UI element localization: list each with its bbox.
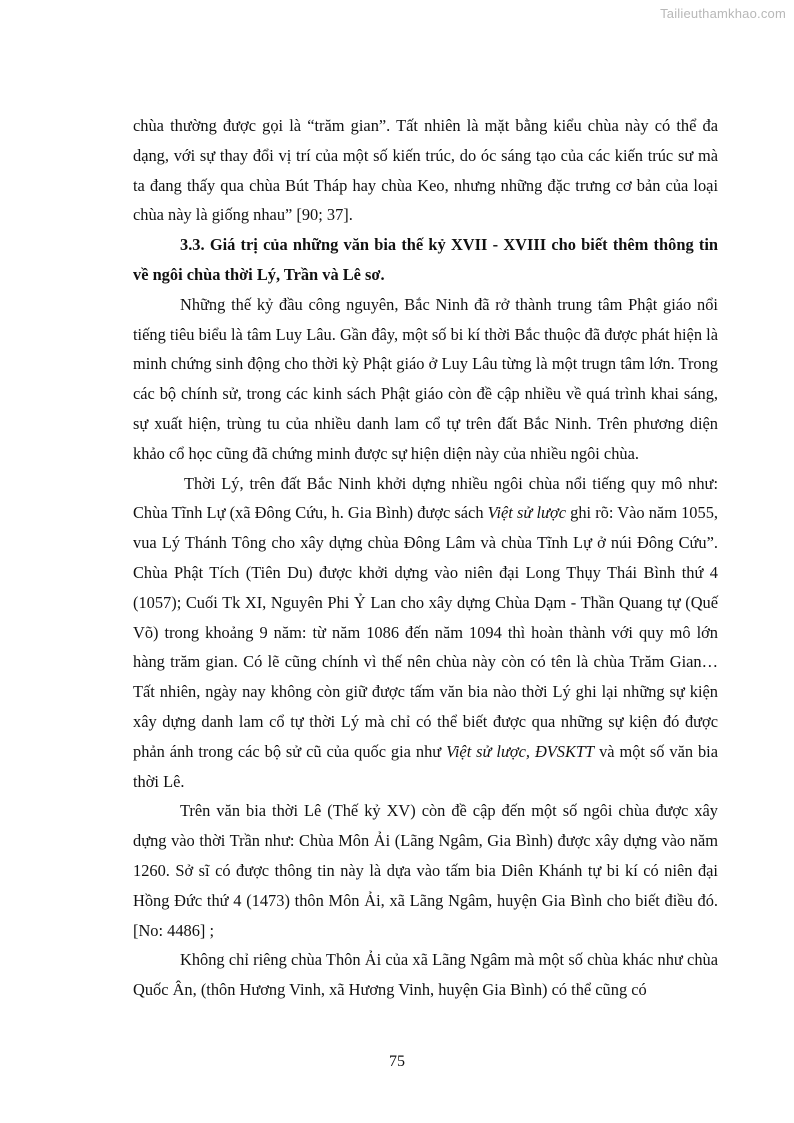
watermark: Tailieuthamkhao.com [660, 6, 786, 21]
text-run: Thời Lý, trên đất Bắc Ninh khởi dựng nhiều ngôi chùa nổi tiếng quy mô như: Chùa Tĩnh Lự (xã Đông Cứu, h. Gia Bình) được sách [133, 473, 718, 523]
book-title: Việt sử lược [487, 503, 566, 523]
text-run: và một số văn bia thời Lê. [133, 741, 718, 791]
book-title: Việt sử lược, ĐVSKTT [446, 741, 595, 761]
paragraph: chùa thường được gọi là “trăm gian”. Tất nhiên là mặt bằng kiểu chùa này có thể đa dạng, với sự thay đổi vị trí của một số kiến trúc, do óc sáng tạo của các kiến trúc sư mà ta đang thấy qua chùa Bút Tháp hay chùa Keo, nhưng những đặc trưng cơ bản của loại chùa này là giống nhau” [90; 37]. [133, 116, 718, 225]
page-number: 75 [389, 1053, 405, 1070]
paragraph [133, 469, 718, 797]
paragraph: Trên văn bia thời Lê (Thế kỷ XV) còn đề cập đến một số ngôi chùa được xây dựng vào thời Trần như: Chùa Môn Ải (Lãng Ngâm, Gia Bình) được xây dựng vào năm 1260. Sở sĩ có được thông tin này là dựa vào tấm bia Diên Khánh tự bi kí có niên đại Hồng Đức thứ 4 (1473) thôn Môn Ải, xã Lãng Ngâm, huyện Gia Bình cho biết điều đó. [No: 4486] ; [133, 801, 718, 940]
text-run: ghi rõ: Vào năm 1055, vua Lý Thánh Tông cho xây dựng chùa Đông Lâm và chùa Tĩnh Lự ở núi Đông Cứu”. Chùa Phật Tích (Tiên Du) được khởi dựng vào niên đại Long Thụy Thái Bình thứ 4 (1057); Cuối Tk XI, Nguyên Phi Ỷ Lan cho xây dựng Chùa Dạm - Thần Quang tự (Quế Võ) trong khoảng 9 năm: từ năm 1086 đến năm 1094 thì hoàn thành với quy mô lớn hàng trăm gian. Có lẽ cũng chính vì thế nên chùa này còn có tên là chùa Trăm Gian… Tất nhiên, ngày nay không còn giữ được tấm văn bia nào thời Lý ghi lại những sự kiện xây dựng danh lam cổ tự thời Lý mà chỉ có thể biết được qua những sự kiện đó được phản ánh trong các bộ sử cũ của quốc gia như [133, 503, 718, 761]
document-body [133, 111, 718, 1005]
paragraph: Những thế kỷ đầu công nguyên, Bắc Ninh đã rở thành trung tâm Phật giáo nổi tiếng tiêu biểu là tâm Luy Lâu. Gần đây, một số bi kí thời Bắc thuộc đã được phát hiện là minh chứng sinh động cho thời kỳ Phật giáo ở Luy Lâu từng là một trugn tâm lớn. Trong các bộ chính sử, trong các kinh sách Phật giáo còn đề cập nhiều về quá trình khai sáng, sự xuất hiện, trùng tu của nhiều danh lam cổ tự trên đất Bắc Ninh. Trên phương diện khảo cổ học cũng đã chứng minh được sự hiện diện này của nhiều ngôi chùa. [133, 294, 718, 463]
paragraph: Không chỉ riêng chùa Thôn Ải của xã Lãng Ngâm mà một số chùa khác như chùa Quốc Ân, (thôn Hương Vinh, xã Hương Vinh, huyện Gia Bình) có thể cũng có [133, 950, 718, 1000]
section-heading: 3.3. Giá trị của những văn bia thế kỷ XVII - XVIII cho biết thêm thông tin về ngôi chùa thời Lý, Trần và Lê sơ. [133, 235, 718, 284]
